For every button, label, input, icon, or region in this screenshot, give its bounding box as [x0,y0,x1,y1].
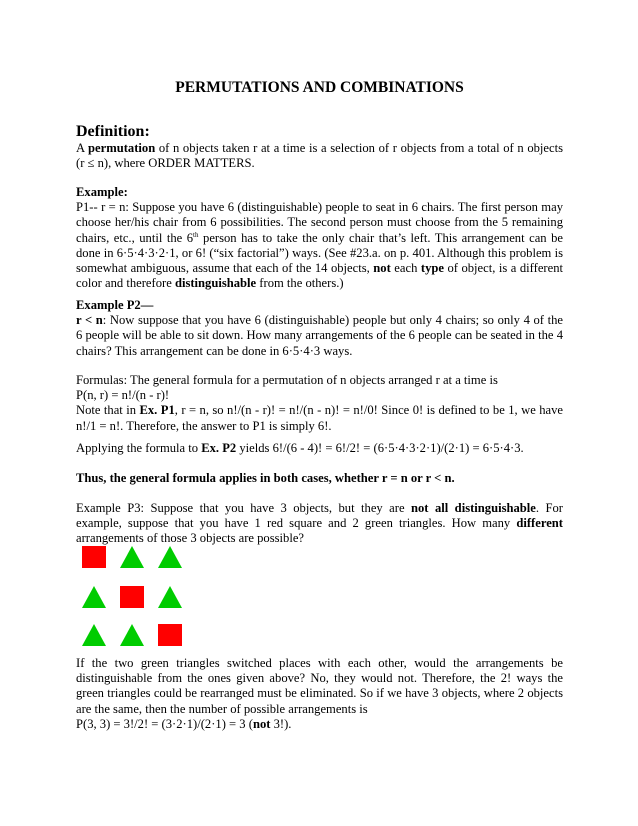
formulas-note: Note that in Ex. P1, r = n, so n!/(n - r)! = n!/(n - n)! = n!/0! Since 0! is defined to be 1, we have n!/1 = n!. Therefore, the answer to P1 is simply 6!. [76,403,564,433]
red-square [82,546,106,568]
green-triangle [82,624,106,646]
definition-text: A permutation of n objects taken r at a time is a selection of r objects from a total of n objects (r ≤ n), where ORDER MATTERS. [76,141,563,171]
red-square [120,586,144,608]
red-square [158,624,182,646]
permutation-formula: P(n, r) = n!/(n - r)! [76,388,170,403]
applying-line: Applying the formula to Ex. P2 yields 6!/(6 - 4)! = 6!/2! = (6·5·4·3·2·1)/(2·1) = 6·5·4·3. [76,441,524,455]
green-triangle [158,586,182,608]
green-triangle [82,586,106,608]
green-triangle [158,546,182,568]
formulas-section [76,373,563,434]
arrangements-figure [82,546,192,646]
example-p3-text: Example P3: Suppose that you have 3 objects, but they are not all distinguishable. For example, suppose that you have 1 red square and 2 green triangles. How many different arrangements of those 3 objects are possible? [76,501,563,546]
example-p2-heading: Example P2— [76,298,154,312]
example-p2-section [76,298,563,359]
conclusion-formula: P(3, 3) = 3!/2! = (3·2·1)/(2·1) = 3 (not 3!). [76,717,292,731]
example-p2-text: r < n: Now suppose that you have 6 (distinguishable) people but only 4 chairs; so only 4 of the 6 people will be able to sit down. How many arrangements of the 6 people can be seated in the 4 chairs? This arrangement can be done in 6·5·4·3 ways. [76,313,563,358]
example-p1-text: P1-- r = n: Suppose you have 6 (distinguishable) people to seat in 6 chairs. The first person may choose her/his chair from 6 possibilities. The second person must choose from the 5 remaining chairs, etc., until the 6th person has to take the only chair that’s left. This arrangement can be done in 6·5·4·3·2·1, or 6! (“six factorial”) ways. (See #23.a. on p. 401. Although this problem is somewhat ambiguous, assume that each of the 14 objects, not each type of object, is a different color and therefore distinguishable from the others.) [76,200,563,291]
conclusion-text: If the two green triangles switched places with each other, would the arrangements be distinguishable from the ones given above? No, they would not. Therefore, the 2! ways the green triangles could be rearranged must be eliminated. So if we have 3 objects, where 2 objects are the same, then the number of possible arrangements is [76,656,563,716]
arrangements-svg [82,546,192,646]
formulas-line: Formulas: The general formula for a permutation of n objects arranged r at a time is [76,373,498,387]
example-p1-section [76,185,563,291]
permutation-term: permutation [88,141,156,155]
green-triangle [120,546,144,568]
thus-line: Thus, the general formula applies in both cases, whether r = n or r < n. [76,471,455,485]
definition-heading: Definition: [76,123,150,140]
green-triangle [120,624,144,646]
definition-section [76,123,563,171]
page-title: PERMUTATIONS AND COMBINATIONS [175,79,464,96]
example-heading: Example: [76,185,128,199]
